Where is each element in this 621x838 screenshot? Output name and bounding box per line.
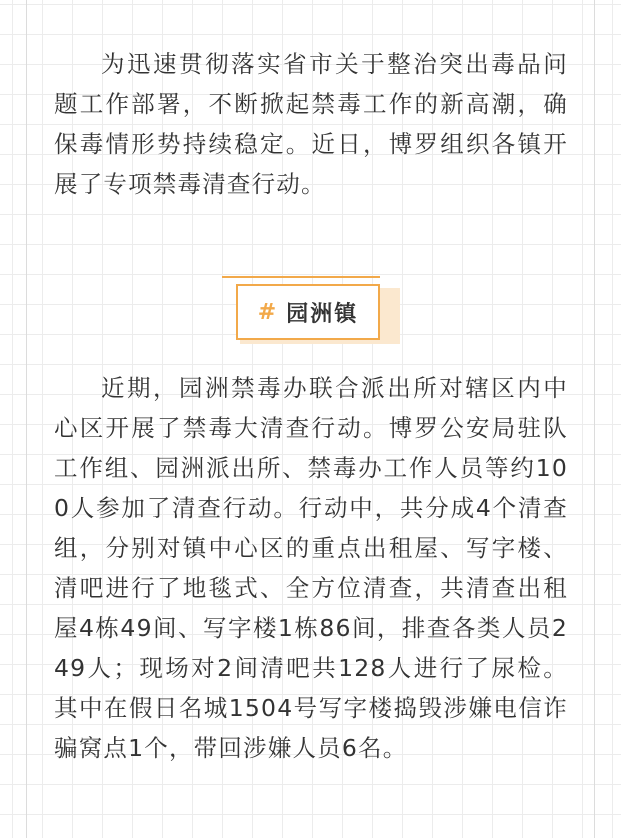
intro-paragraph: 为迅速贯彻落实省市关于整治突出毒品问题工作部署，不断掀起禁毒工作的新高潮，确保毒情形势持续稳定。近日，博罗组织各镇开展了专项禁毒清查行动。	[54, 50, 568, 198]
section-title: 园洲镇	[286, 301, 359, 327]
heading-box	[236, 284, 380, 340]
hash-icon: #	[257, 299, 279, 325]
body-paragraph: 近期，园洲禁毒办联合派出所对辖区内中心区开展了禁毒大清查行动。博罗公安局驻队工作组、园洲派出所、禁毒办工作人员等约100人参加了清查行动。行动中，共分成4个清查组，分别对镇中心区的重点出租屋、写字楼、清吧进行了地毯式、全方位清查，共清查出租屋4栋49间、写字楼1栋86间，排查各类人员249人；现场对2间清吧共128人进行了尿检。其中在假日名城1504号写字楼捣毁涉嫌电信诈骗窝点1个，带回涉嫌人员6名。	[54, 374, 568, 762]
left-margin-line	[26, 0, 27, 838]
section-heading	[222, 276, 400, 350]
right-margin-line	[594, 0, 595, 838]
heading-decor-line	[222, 276, 380, 278]
